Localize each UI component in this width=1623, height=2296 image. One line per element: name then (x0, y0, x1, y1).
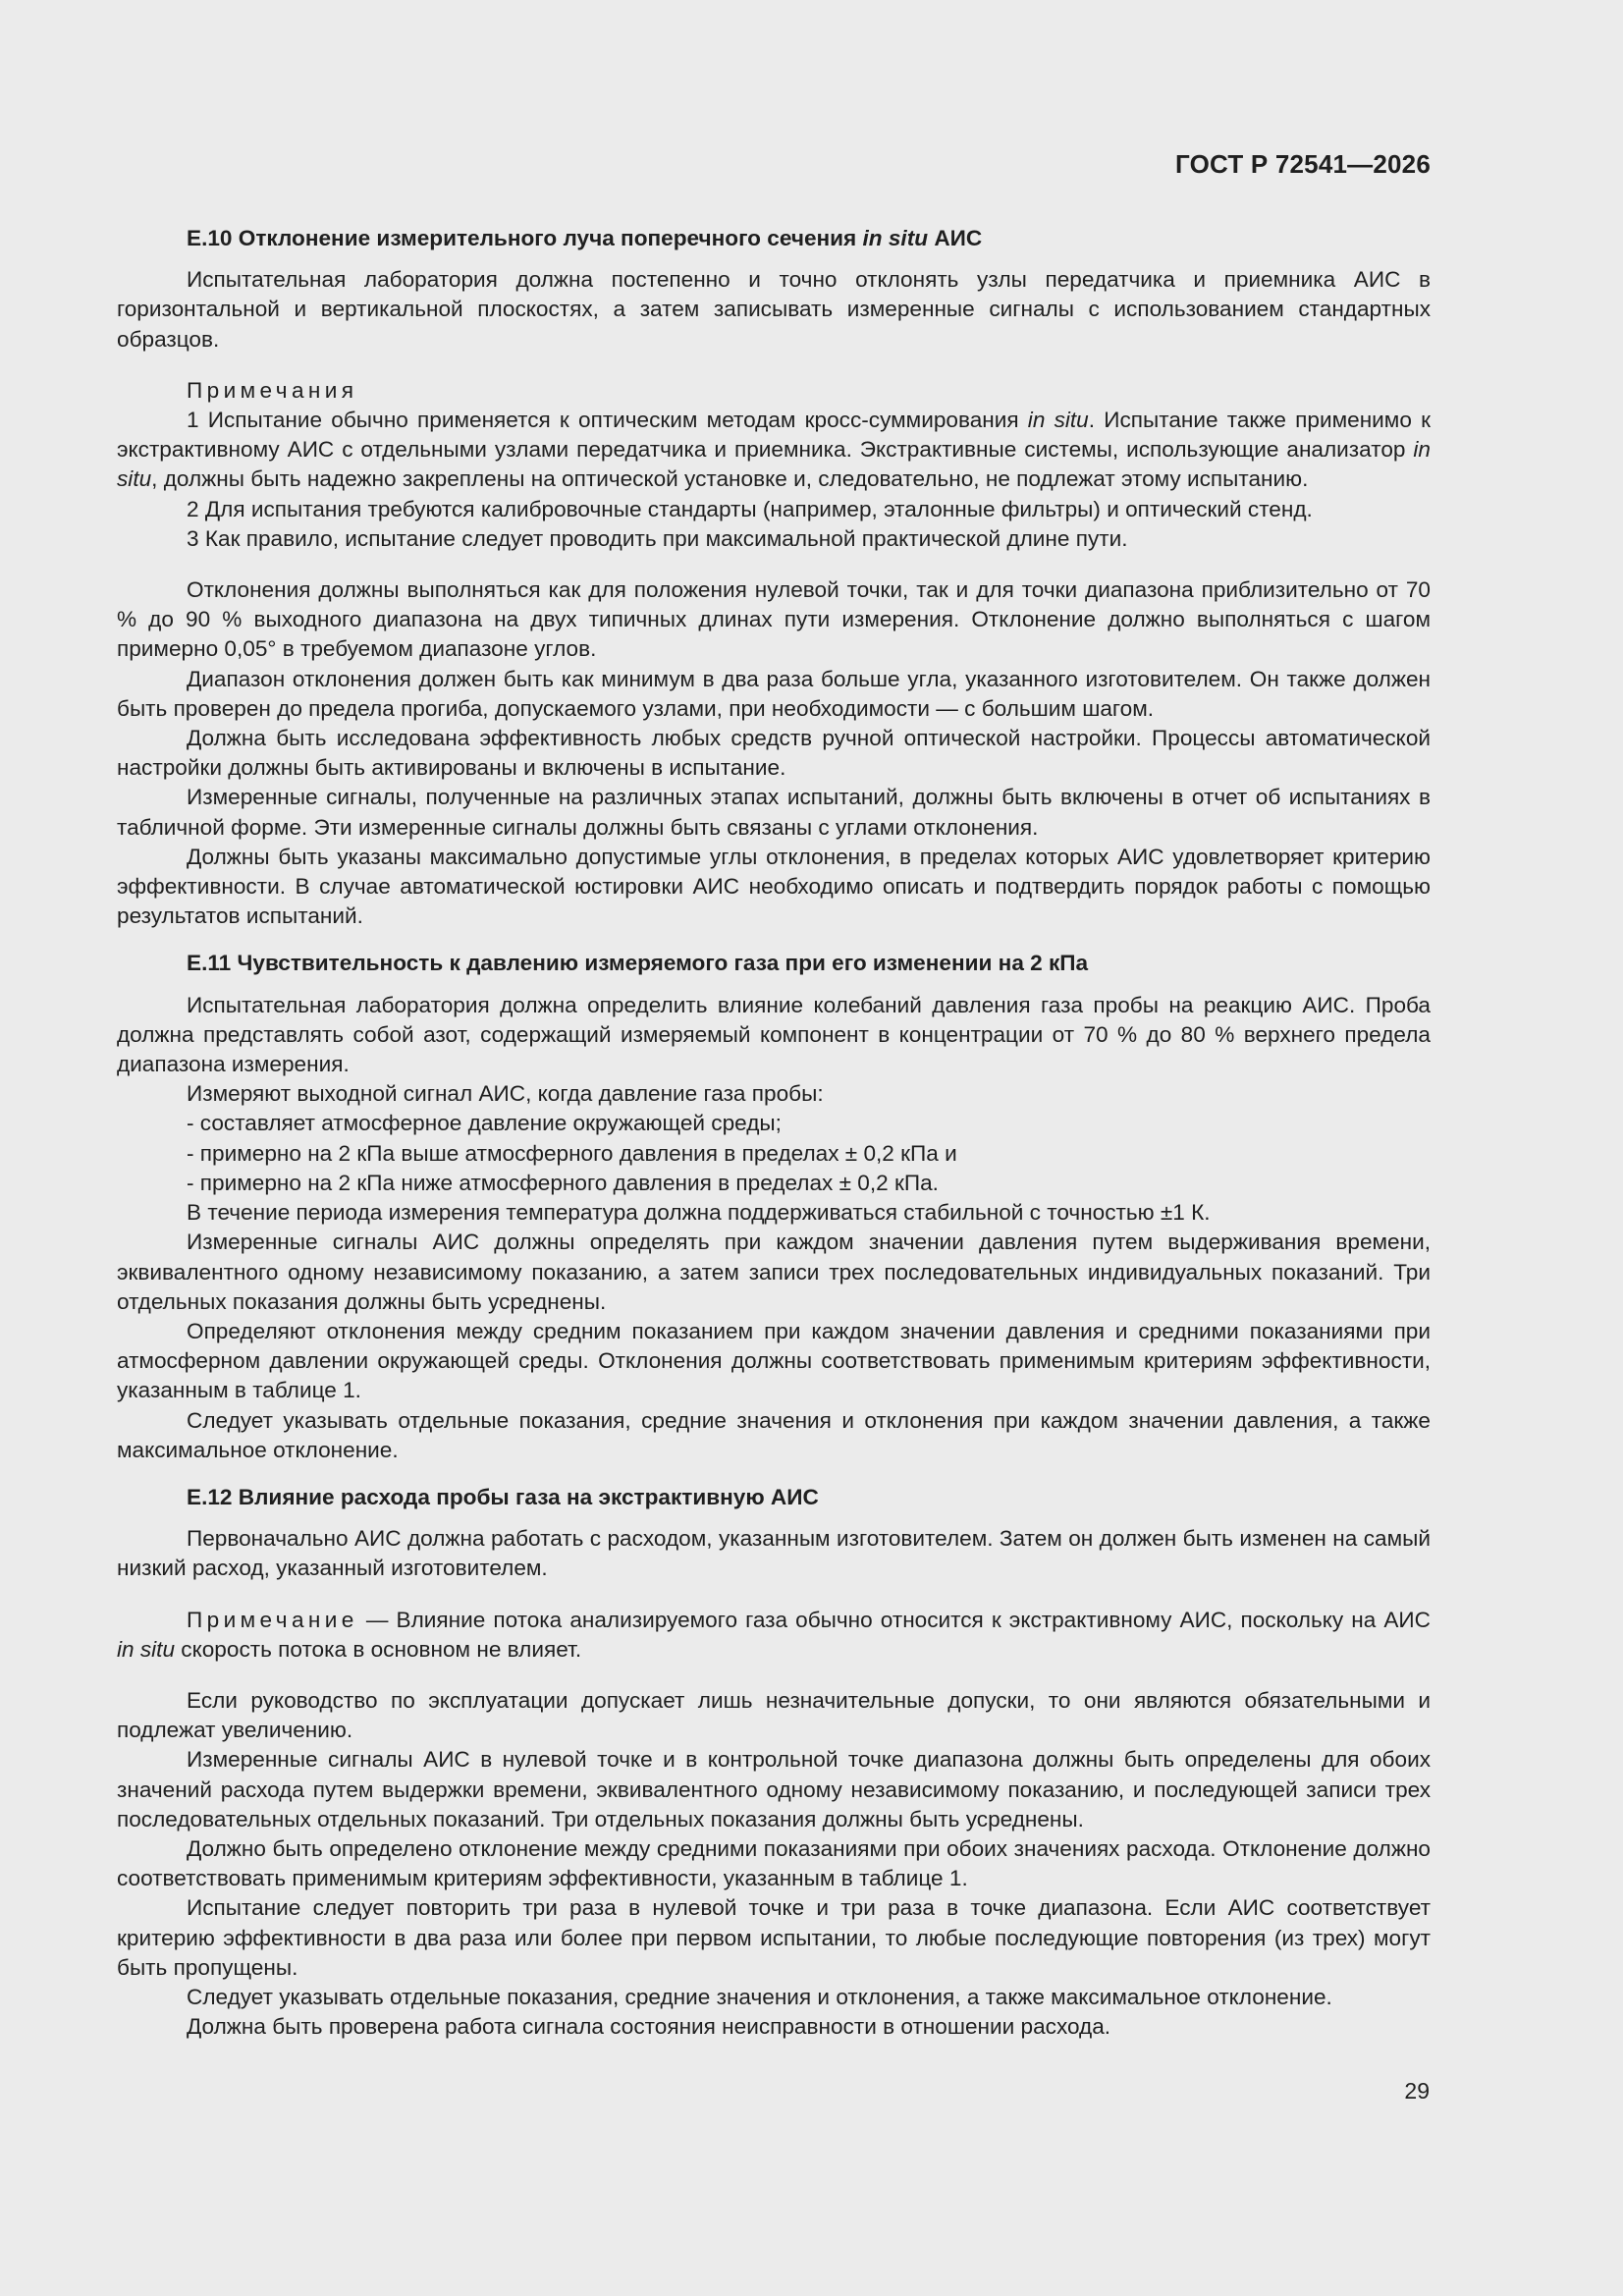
document-body (117, 224, 1431, 2042)
paragraph: Следует указывать отдельные показания, средние значения и отклонения при каждом значении давления, а также максимальное отклонение. (117, 1407, 1431, 1462)
section-e10-heading: Е.10 Отклонение измерительного луча поперечного сечения in situ АИС (187, 226, 983, 250)
paragraph: Испытательная лаборатория должна определить влияние колебаний давления газа пробы на реакцию АИС. Проба должна представлять собой азот, содержащий измеряемый компонент в концентрации от 70 % до 80 % верхнего предела диапазона измерения. (117, 992, 1431, 1077)
paragraph: Диапазон отклонения должен быть как минимум в два раза больше угла, указанного изготовителем. Он также должен быть проверен до предела прогиба, допускаемого узлами, при необходимости — с большим шагом. (117, 666, 1431, 721)
section-e11-heading: Е.11 Чувствительность к давлению измеряемого газа при его изменении на 2 кПа (187, 951, 1089, 976)
note-item: 3 Как правило, испытание следует проводить при максимальной практической длине пути. (187, 525, 1128, 551)
paragraph: Измеренные сигналы АИС в нулевой точке и в контрольной точке диапазона должны быть определены для обоих значений расхода путем выдержки времени, эквивалентного одному независимому показанию, и последующей записи трех последовательных отдельных показаний. Три отдельных показания должны быть усреднены. (117, 1747, 1431, 1831)
paragraph: Должны быть указаны максимально допустимые углы отклонения, в пределах которых АИС удовлетворяет критерию эффективности. В случае автоматической юстировки АИС необходимо описать и подтвердить порядок работы с помощью результатов испытаний. (117, 844, 1431, 929)
list-item: - составляет атмосферное давление окружающей среды; (187, 1111, 782, 1136)
paragraph: Следует указывать отдельные показания, средние значения и отклонения, а также максимальное отклонение. (187, 1984, 1332, 2009)
paragraph: Должна быть проверена работа сигнала состояния неисправности в отношении расхода. (187, 2014, 1111, 2040)
paragraph: Измеряют выходной сигнал АИС, когда давление газа пробы: (187, 1081, 824, 1107)
list-item: - примерно на 2 кПа ниже атмосферного давления в пределах ± 0,2 кПа. (187, 1170, 939, 1195)
paragraph: Если руководство по эксплуатации допускает лишь незначительные допуски, то они являются обязательными и подлежат увеличению. (117, 1687, 1431, 1743)
paragraph: Измеренные сигналы АИС должны определять при каждом значении давления путем выдерживания времени, эквивалентного одному независимому показанию, а затем записи трех последовательных индивидуальных показаний. Три отдельных показания должны быть усреднены. (117, 1230, 1431, 1314)
paragraph: Отклонения должны выполняться как для положения нулевой точки, так и для точки диапазона приблизительно от 70 % до 90 % выходного диапазона на двух типичных длинах пути измерения. Отклонение должно выполняться с шагом примерно 0,05° в требуемом диапазоне углов. (117, 577, 1431, 662)
paragraph: В течение периода измерения температура должна поддерживаться стабильной с точностью ±1 К. (187, 1200, 1211, 1226)
paragraph: Первоначально АИС должна работать с расходом, указанным изготовителем. Затем он должен быть изменен на самый низкий расход, указанный изготовителем. (117, 1526, 1431, 1581)
document-code: ГОСТ Р 72541—2026 (1175, 149, 1431, 179)
section-e12-heading: Е.12 Влияние расхода пробы газа на экстрактивную АИС (187, 1484, 819, 1509)
note-item: Примечание — Влияние потока анализируемого газа обычно относится к экстрактивному АИС, поскольку на АИС in situ скорость потока в основном не влияет. (117, 1607, 1431, 1662)
paragraph: Испытательная лаборатория должна постепенно и точно отклонять узлы передатчика и приемника АИС в горизонтальной и вертикальной плоскостях, а затем записывать измеренные сигналы с использованием стандартных образцов. (117, 267, 1431, 352)
paragraph: Должна быть исследована эффективность любых средств ручной оптической настройки. Процессы автоматической настройки должны быть активированы и включены в испытание. (117, 726, 1431, 781)
paragraph: Испытание следует повторить три раза в нулевой точке и три раза в точке диапазона. Если АИС соответствует критерию эффективности в два раза или более при первом испытании, то любые последующие повторения (из трех) могут быть пропущены. (117, 1895, 1431, 1980)
paragraph: Должно быть определено отклонение между средними показаниями при обоих значениях расхода. Отклонение должно соответствовать применимым критериям эффективности, указанным в таблице 1. (117, 1835, 1431, 1891)
page-number: 29 (1404, 2078, 1430, 2104)
paragraph: Определяют отклонения между средним показанием при каждом значении давления и средними показаниями при атмосферном давлении окружающей среды. Отклонения должны соответствовать применимым критериям эффективности, указанным в таблице 1. (117, 1318, 1431, 1403)
note-item: 1 Испытание обычно применяется к оптическим методам кросс-суммирования in situ. Испытание также применимо к экстрактивному АИС с отдельными узлами передатчика и приемника. Экстрактивные системы, использующие анализатор in situ, должны быть надежно закреплены на оптической установке и, следовательно, не подлежат этому испытанию. (117, 408, 1431, 492)
notes-title: Примечания (187, 377, 358, 403)
paragraph: Измеренные сигналы, полученные на различных этапах испытаний, должны быть включены в отчет об испытаниях в табличной форме. Эти измеренные сигналы должны быть связаны с углами отклонения. (117, 785, 1431, 840)
list-item: - примерно на 2 кПа выше атмосферного давления в пределах ± 0,2 кПа и (187, 1140, 957, 1166)
note-item: 2 Для испытания требуются калибровочные стандарты (например, эталонные фильтры) и оптический стенд. (187, 496, 1313, 521)
